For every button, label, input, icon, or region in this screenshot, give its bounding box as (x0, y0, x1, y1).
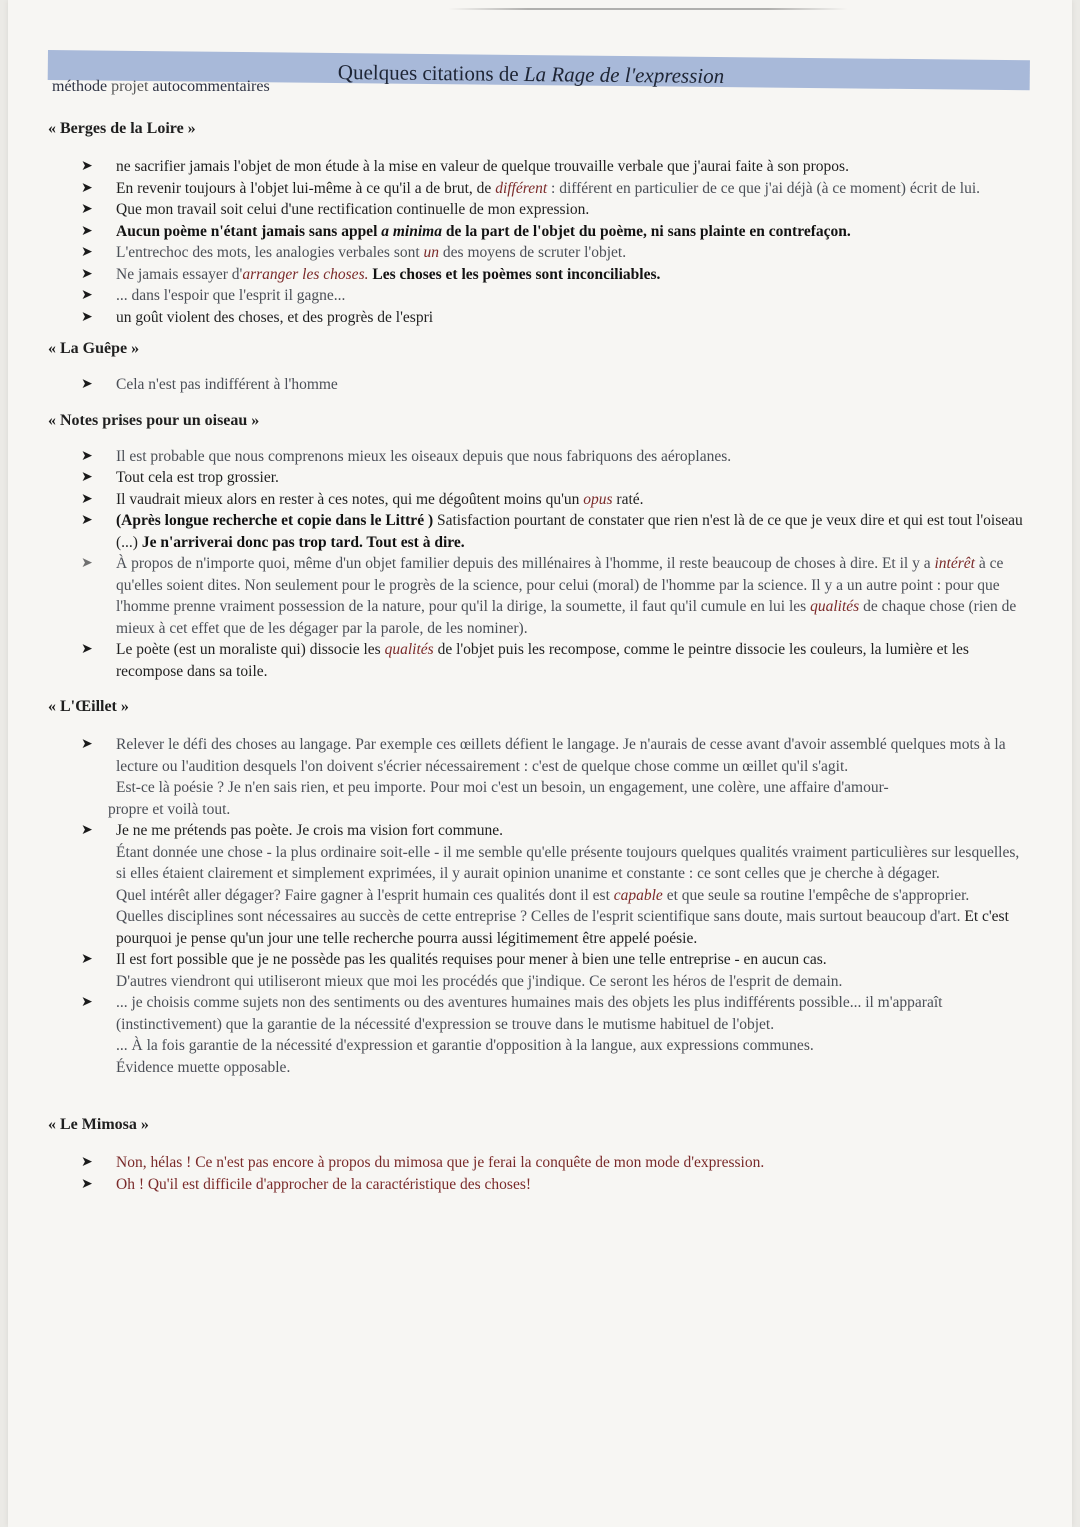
oiseau-list (48, 446, 1023, 683)
berges-list (48, 156, 1023, 328)
section-title-mimosa: « Le Mimosa » (48, 1116, 149, 1133)
title-prefix: Quelques citations de (337, 60, 519, 86)
arrow-bullet-icon: ➤ (81, 1155, 93, 1170)
list-item: ➤ Il est probable que nous comprenons mieux les oiseaux depuis que nous fabriquons des aéroplanes. (48, 446, 1023, 468)
arrow-bullet-icon: ➤ (81, 223, 93, 239)
arrow-bullet-icon: ➤ (81, 952, 93, 967)
list-item: ➤ Ne jamais essayer d'arranger les choses. Les choses et les poèmes sont inconciliables. (48, 264, 1023, 286)
arrow-bullet-icon: ➤ (81, 202, 93, 217)
title-work: La Rage de l'expression (523, 61, 725, 89)
list-item: ➤ Aucun poème n'étant jamais sans appel a minima de la part de l'objet du poème, ni sans plainte en contrefaçon. (48, 221, 1023, 243)
method-label: méthode (52, 78, 108, 95)
arrow-bullet-icon: ➤ (81, 823, 93, 838)
list-item: ➤ Il est fort possible que je ne possède pas les qualités requises pour mener à bien une telle entreprise - en aucun cas. D'autres viendront qui utiliseront mieux que moi les procédés que j'indique. Ce seront les héros de l'esprit de demain. (81, 951, 843, 990)
list-item: ➤ ... dans l'espoir que l'esprit il gagne... (48, 285, 1023, 307)
list-item: ➤ Relever le défi des choses au langage. Par exemple ces œillets défient le langage. Je n'aurais de cesse avant d'avoir assemblé quelques mots à la lecture ou l'audition desquels l'on doivent s'écrier nécessairement : c'est de quelque chose comme un œillet qu'il s'agit. (81, 736, 1006, 775)
arrow-bullet-icon: ➤ (81, 245, 93, 260)
page-title (338, 60, 725, 89)
section-title-oeillet: « L'Œillet » (48, 698, 129, 715)
list-item: ➤ Je ne me prétends pas poète. Je crois ma vision fort commune. Étant donnée une chose - la plus ordinaire soit-elle - il me semble qu'elle présente toujours quelques qualités vraiment particulières sur lesquelles, si elles étaient clairement et simplement exprimées, il y aurait opinion unanime et constante : ce sont celles que je cherche à dégager. Quel intérêt aller dégager? Faire gagner à l'esprit humain ces qualités dont il est capable et que seule sa routine l'empêche de s'approprier. Quelles disciplines sont nécessaires au succès de cette entreprise ? Celles de l'esprit scientifique sans doute, mais surtout beaucoup d'art. Et c'est pourquoi je pense qu'un jour une telle recherche pourra aussi légitimement être appelé poésie. (81, 822, 1020, 947)
paper-crease (448, 8, 848, 10)
list-item: ➤ L'entrechoc des mots, les analogies verbales sont un des moyens de scruter l'objet. (48, 242, 1023, 264)
arrow-bullet-icon: ➤ (81, 642, 93, 657)
section-title-oiseau: « Notes prises pour un oiseau » (48, 411, 260, 429)
projet-label: projet (111, 78, 149, 95)
arrow-bullet-icon: ➤ (81, 309, 93, 325)
list-item: ➤ Le poète (est un moraliste qui) dissocie les qualités de l'objet puis les recompose, comme le peintre dissocie les couleurs, la lumière et les recompose dans sa toile. (81, 641, 969, 680)
list-item: ➤ Tout cela est trop grossier. (48, 467, 1023, 489)
list-item: ➤ un goût violent des choses, et des progrès de l'espri (48, 307, 1023, 329)
arrow-bullet-icon: ➤ (81, 159, 93, 174)
list-item: ➤ Oh ! Qu'il est difficile d'approcher de la caractéristique des choses! (48, 1174, 1023, 1196)
section-title-guepe: « La Guêpe » (48, 340, 140, 357)
list-item: ➤ ... je choisis comme sujets non des sentiments ou des aventures humaines mais des objets les plus indifférents possible... il m'apparaît (instinctivement) que la garantie de la nécessité d'expression se trouve dans le mutisme habituel de l'objet. ... À la fois garantie de la nécessité d'expression et garantie d'opposition à la langue, aux expressions communes. Évidence muette opposable. (81, 994, 943, 1076)
guepe-list (48, 374, 1023, 396)
list-item: ➤ À propos de n'importe quoi, même d'un objet familier depuis des millénaires à l'homme, il reste beaucoup de choses à dire. Et il y a intérêt à ce qu'elles soient dites. Non seulement pour le progrès de la science, pour celui (moral) de l'homme par la science. Il y a un autre point : pour que l'homme prenne vraiment possession de la nature, pour qu'il la dirige, la soumette, il faut qu'il cumule en lui les qualités de chaque chose (rien de mieux à cet effet que de les dégager par la parole, de les nominer). (81, 555, 1017, 637)
arrow-bullet-icon: ➤ (81, 180, 93, 196)
list-item: ➤ Il vaudrait mieux alors en rester à ces notes, qui me dégoûtent moins qu'un opus raté. (48, 489, 1023, 511)
citations-content (48, 118, 1023, 1195)
arrow-bullet-icon: ➤ (81, 491, 93, 507)
list-item: ➤ Non, hélas ! Ce n'est pas encore à propos du mimosa que je ferai la conquête de mon mode d'expression. (48, 1152, 1023, 1174)
arrow-bullet-icon: ➤ (81, 470, 93, 485)
autocommentaires-label: autocommentaires (152, 78, 270, 95)
list-item: ➤ Que mon travail soit celui d'une rectification continuelle de mon expression. (48, 199, 1023, 221)
arrow-bullet-icon: ➤ (81, 266, 93, 282)
list-item: ➤ En revenir toujours à l'objet lui-même à ce qu'il a de brut, de différent : différent en particulier de ce que j'ai déjà (à ce moment) écrit de lui. (48, 178, 1023, 200)
arrow-bullet-icon: ➤ (81, 737, 93, 752)
continuation-paragraph: Est-ce là poésie ? Je n'en sais rien, et peu importe. Pour moi c'est un besoin, un engagement, une colère, une affaire d'amour- propre et voilà tout. (108, 779, 889, 818)
arrow-bullet-icon: ➤ (81, 995, 93, 1010)
arrow-bullet-icon: ➤ (81, 556, 93, 571)
arrow-bullet-icon: ➤ (81, 448, 93, 464)
arrow-bullet-icon: ➤ (81, 513, 93, 528)
list-item: ➤ Cela n'est pas indifférent à l'homme (48, 374, 1023, 396)
method-labels (52, 78, 270, 96)
arrow-bullet-icon: ➤ (81, 1176, 93, 1192)
arrow-bullet-icon: ➤ (81, 288, 93, 303)
list-item: ➤ (Après longue recherche et copie dans le Littré ) Satisfaction pourtant de constater que rien n'est là de ce que je veux dire et qui est tout l'oiseau (...) Je n'arriverai donc pas trop tard. Tout est à dire. (81, 512, 1023, 551)
list-item: ➤ ne sacrifier jamais l'objet de mon étude à la mise en valeur de quelque trouvaille verbale que j'aurai faite à son propos. (48, 156, 1023, 178)
mimosa-list (48, 1152, 1023, 1195)
section-title-berges: « Berges de la Loire » (48, 120, 196, 137)
oeillet-list (48, 734, 1023, 1078)
arrow-bullet-icon: ➤ (81, 377, 93, 392)
